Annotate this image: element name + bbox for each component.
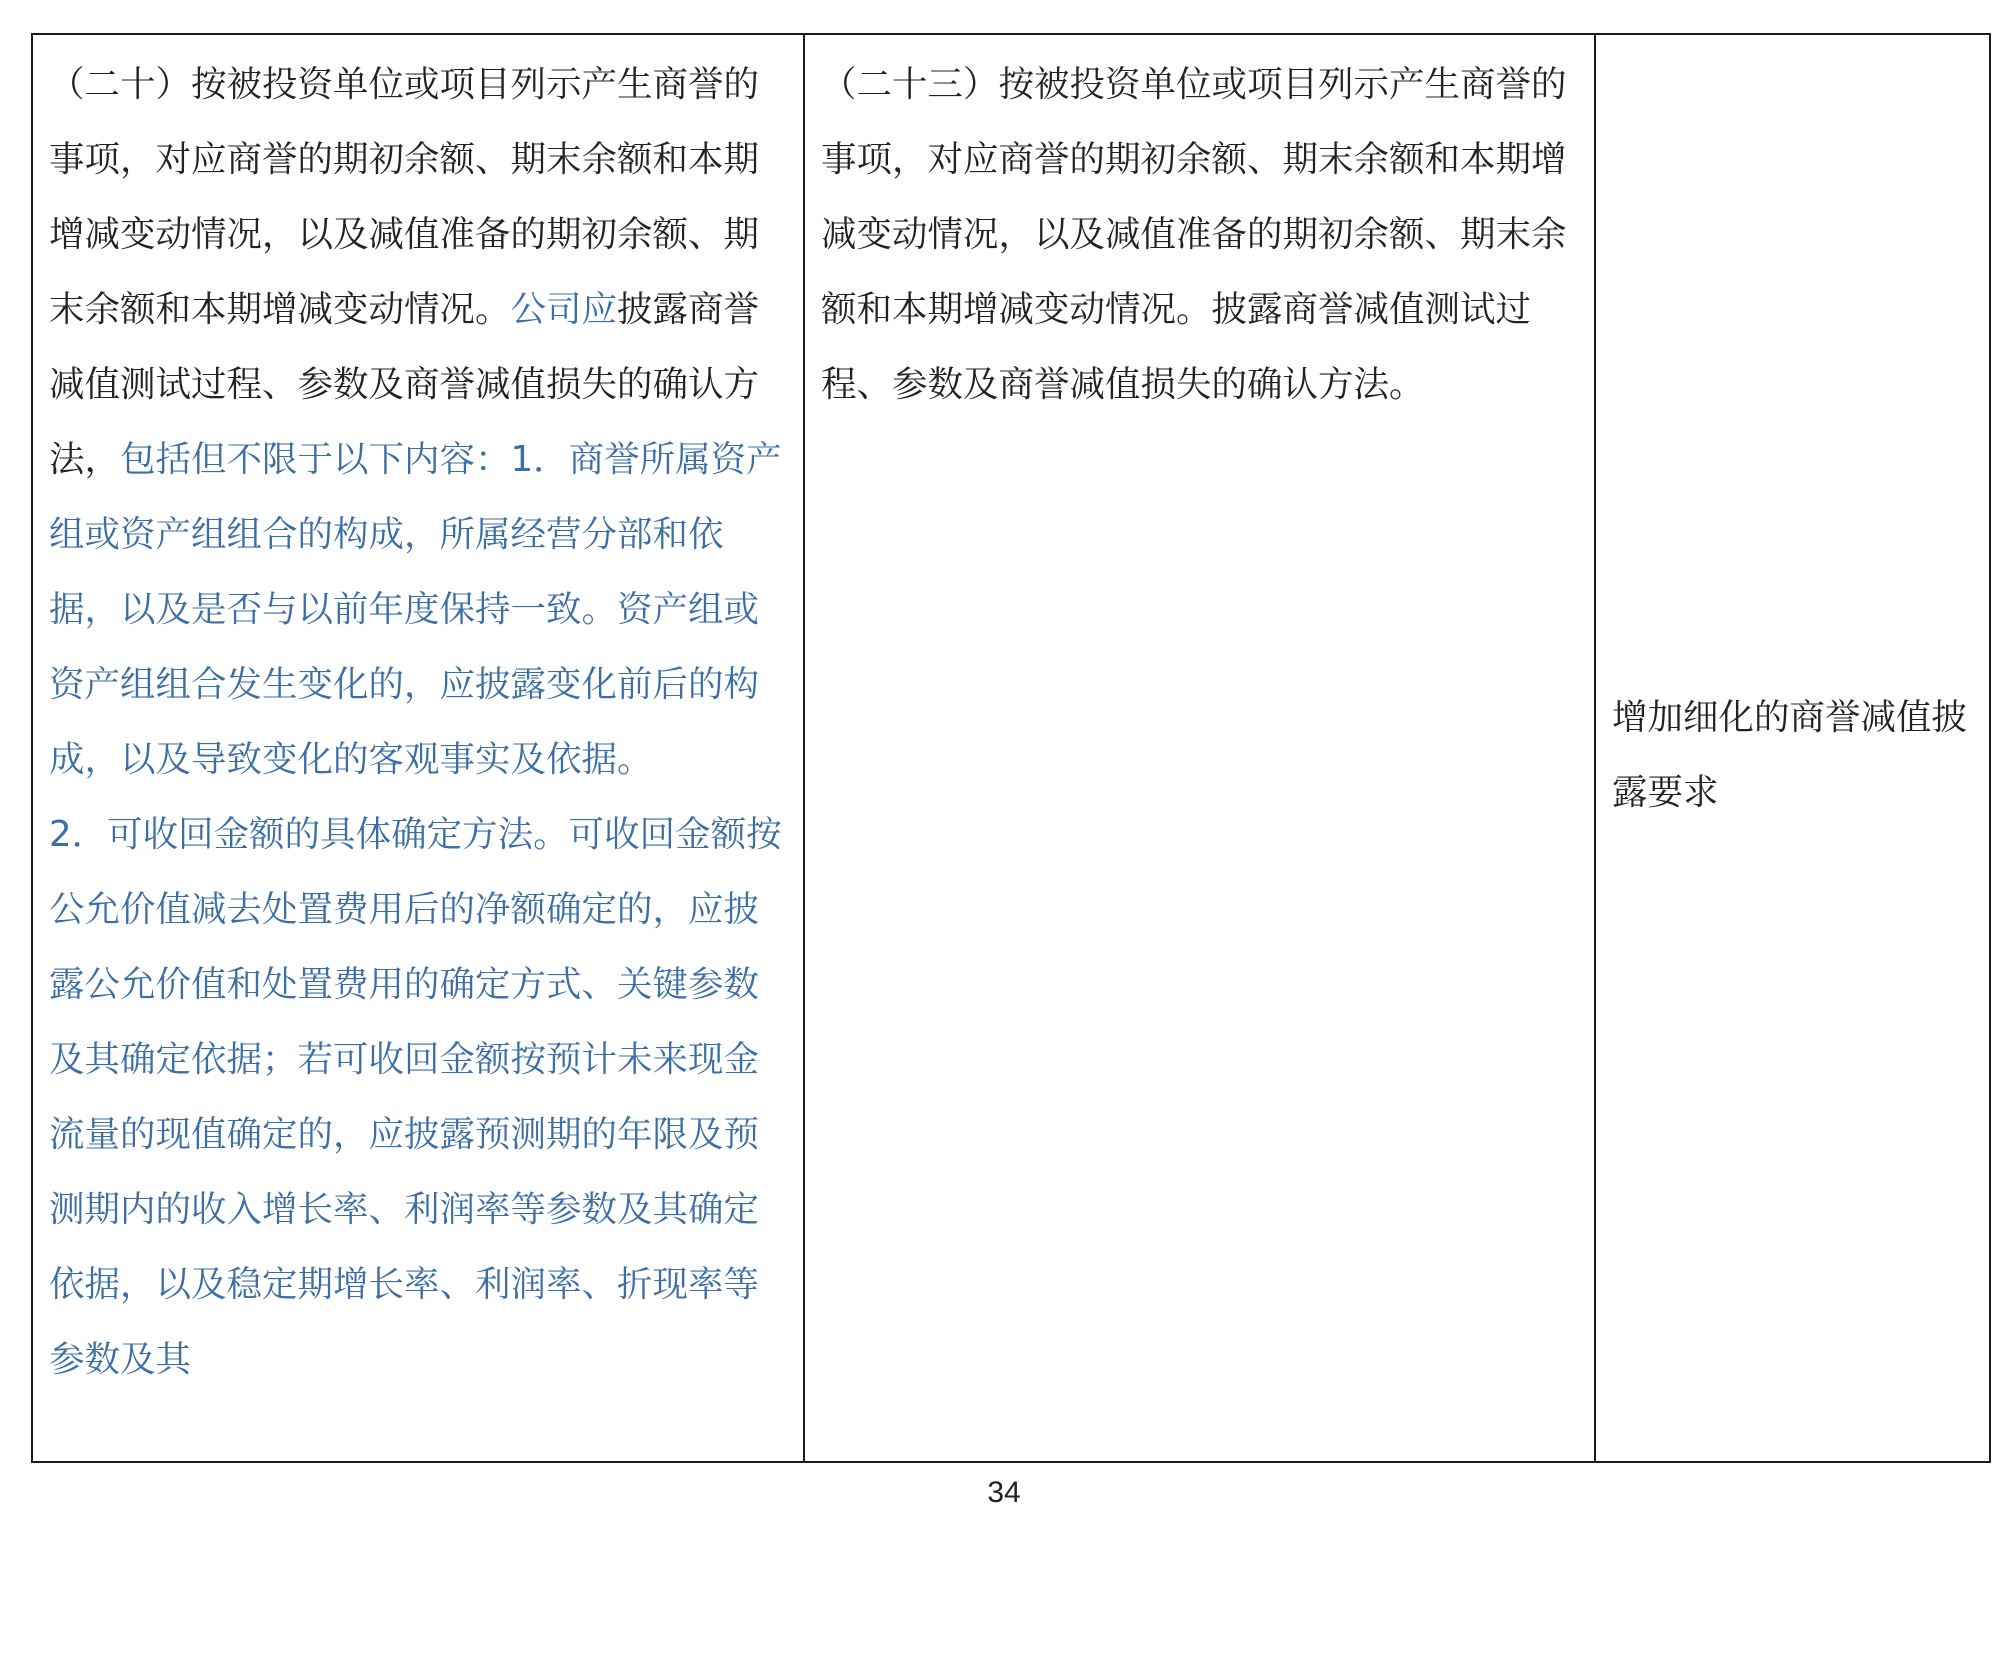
revised-rule-cell (32, 34, 804, 1462)
original-rule-text: （二十三）按被投资单位或项目列示产生商誉的事项，对应商誉的期初余额、期末余额和本期增减变动情况，以及减值准备的期初余额、期末余额和本期增减变动情况。披露商誉减值测试过程、参数及商誉减值损失的确认方法。 (821, 64, 1567, 405)
page-number: 34 (987, 1476, 1021, 1509)
revision-reason-cell (1595, 34, 1990, 1462)
revised-rule-text-4: 包括但不限于以下内容：1．商誉所属资产组或资产组组合的构成，所属经营分部和依据，以及是否与以前年度保持一致。资产组或资产组组合发生变化的，应披露变化前后的构成，以及导致变化的客观事实及依据。 (49, 439, 782, 780)
table-row (32, 34, 1990, 1462)
revised-rule-text-1: （二十）按被投资单位或项目列示产生商誉的事项，对应商誉的期初余额、期末余额和本期增减变动情况，以及减值准备的期初余额、期末余额和本期增减变动情况。 (49, 64, 760, 330)
revised-rule-text-5: 2．可收回金额的具体确定方法。可收回金额按公允价值减去处置费用后的净额确定的，应披露公允价值和处置费用的确定方式、关键参数及其确定依据；若可收回金额按预计未来现金流量的现值确定的，应披露预测期的年限及预测期内的收入增长率、利润率等参数及其确定依据，以及稳定期增长率、利润率、折现率等参数及其 (49, 814, 782, 1380)
revised-rule-text-3: 披露商誉减值测试过程、参数及商誉减值损失的确认方法， (49, 289, 760, 480)
revised-rule-text-2: 公司应 (510, 289, 618, 330)
revision-reason-text: 增加细化的商誉减值披露要求 (1612, 697, 1968, 813)
comparison-table (31, 33, 1991, 1463)
original-rule-cell (804, 34, 1595, 1462)
